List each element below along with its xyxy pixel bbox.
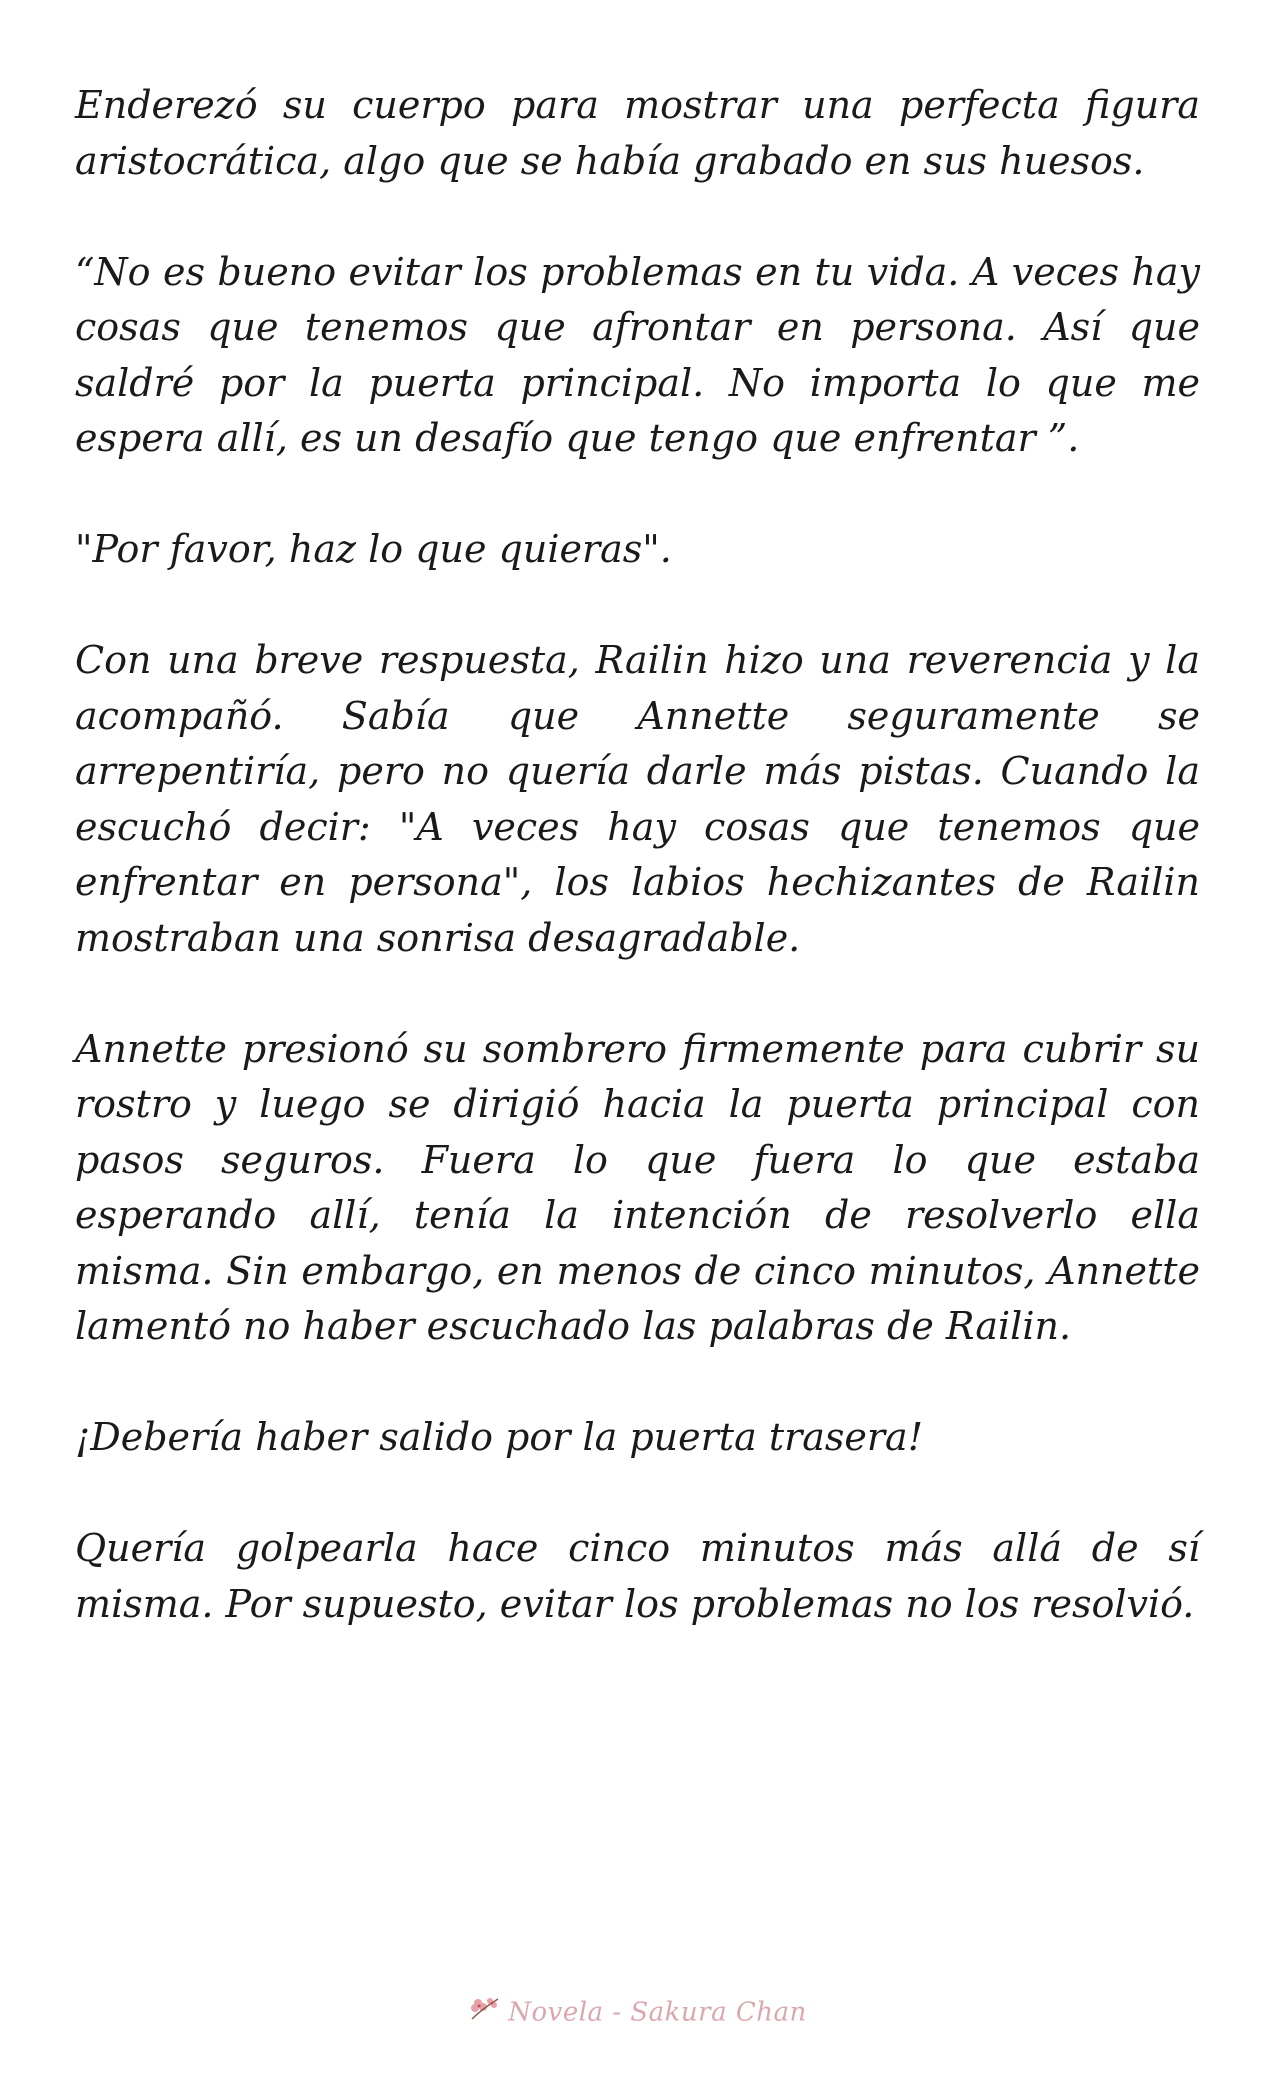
paragraph-6: ¡Debería haber salido por la puerta trasera! — [75, 1415, 923, 1459]
document-body — [75, 78, 1200, 1688]
watermark — [0, 1995, 1275, 2032]
paragraph-4: Con una breve respuesta, Railin hizo una reverencia y la acompañó. Sabía que Annette seguramente se arrepentiría, pero no quería darle más pistas. Cuando la escuchó decir: "A veces hay cosas que tenemos que enfrentar en persona", los labios hechizantes de Railin mostraban una sonrisa desagradable. — [75, 638, 1200, 960]
paragraph-3: "Por favor, haz lo que quieras". — [75, 527, 672, 571]
watermark-text: Novela - Sakura Chan — [508, 1997, 807, 2028]
cherry-blossom-icon — [468, 1995, 502, 2032]
paragraph-2: “No es bueno evitar los problemas en tu vida. A veces hay cosas que tenemos que afrontar en persona. Así que saldré por la puerta principal. No importa lo que me espera allí, es un desafío que tengo que enfrentar ”. — [75, 249, 1200, 460]
paragraph-7: Quería golpearla hace cinco minutos más allá de sí misma. Por supuesto, evitar los problemas no los resolvió. — [75, 1526, 1200, 1626]
paragraph-5: Annette presionó su sombrero firmemente para cubrir su rostro y luego se dirigió hacia la puerta principal con pasos seguros. Fuera lo que fuera lo que estaba esperando allí, tenía la intención de resolverlo ella misma. Sin embargo, en menos de cinco minutos, Annette lamentó no haber escuchado las palabras de Railin. — [75, 1026, 1200, 1348]
paragraph-1: Enderezó su cuerpo para mostrar una perfecta figura aristocrática, algo que se había grabado en sus huesos. — [75, 83, 1200, 183]
